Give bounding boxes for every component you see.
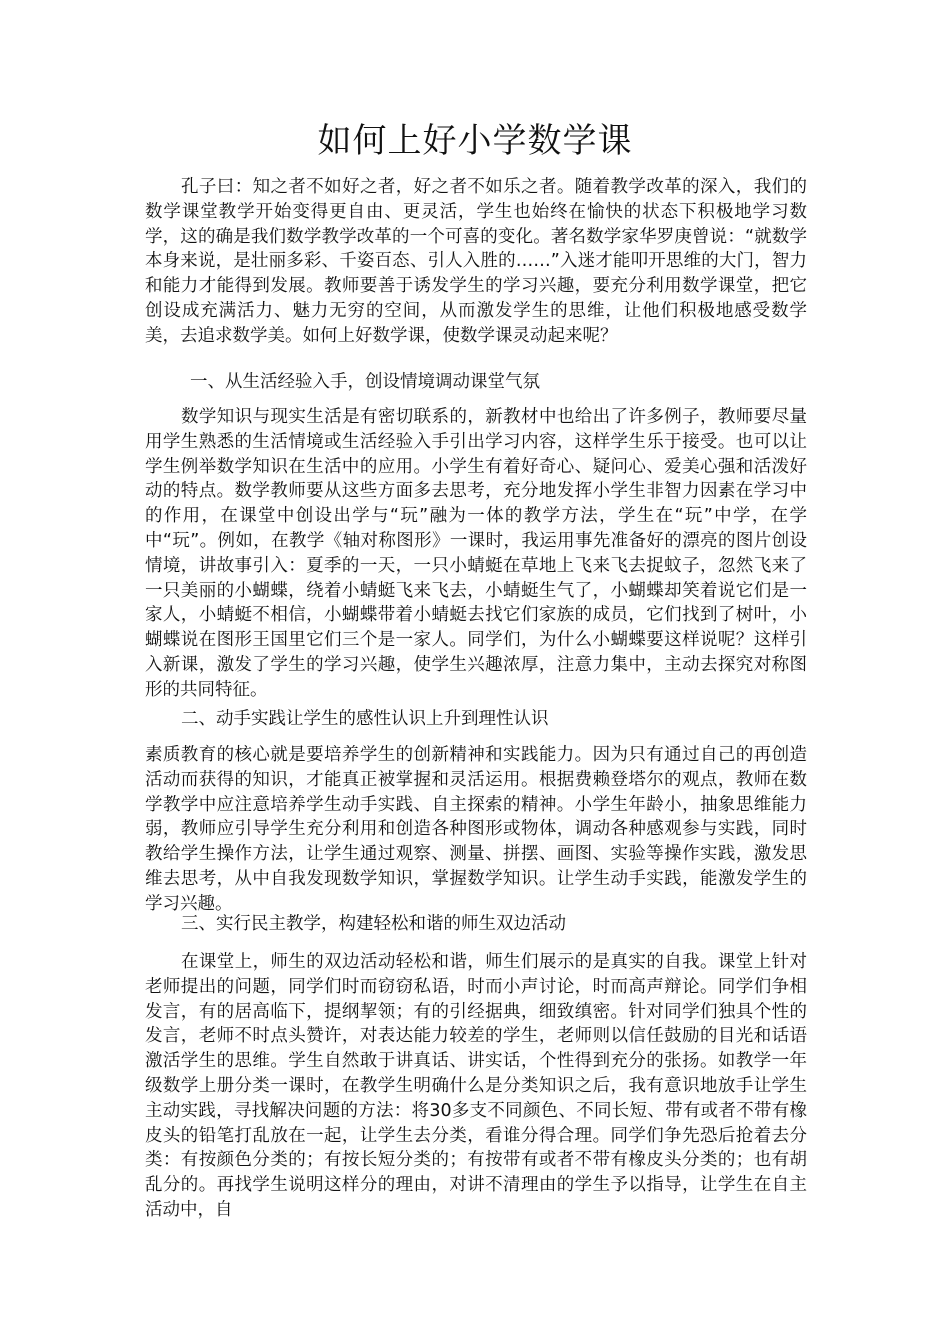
- intro-paragraph: 孔子曰：知之者不如好之者，好之者不如乐之者。随着教学改革的深入，我们的数学课堂教学开始变得更自由、更灵活，学生也始终在愉快的状态下积极地学习数学，这的确是我们数学教学改革的一个可喜的变化。著名数学家华罗庚曾说：“就数学本身来说，是壮丽多彩、千姿百态、引人入胜的……”入迷才能叩开思维的大门，智力和能力才能得到发展。教师要善于诱发学生的学习兴趣，要充分利用数学课堂，把它创设成充满活力、魅力无穷的空间，从而激发学生的思维，让他们积极地感受数学美，去追求数学美。如何上好数学课，使数学课灵动起来呢？: [145, 177, 807, 346]
- section-2-body: 素质教育的核心就是要培养学生的创新精神和实践能力。因为只有通过自己的再创造活动而获得的知识，才能真正被掌握和灵活运用。根据费赖登塔尔的观点，教师在数学教学中应注意培养学生动手实践、自主探索的精神。小学生年龄小，抽象思维能力弱，教师应引导学生充分利用和创造各种图形或物体，调动各种感观参与实践，同时教给学生操作方法，让学生通过观察、测量、拼摆、画图、实验等操作实践，激发思维去思考，从中自我发现数学知识，掌握数学知识。让学生动手实践，能激发学生的学习兴趣。: [145, 745, 807, 914]
- section-1-body: 数学知识与现实生活是有密切联系的，新教材中也给出了许多例子，教师要尽量用学生熟悉的生活情境或生活经验入手引出学习内容，这样学生乐于接受。也可以让学生例举数学知识在生活中的应用。小学生有着好奇心、疑问心、爱美心强和活泼好动的特点。数学教师要从这些方面多去思考，充分地发挥小学生非智力因素在学习中的作用，在课堂中创设出学与“玩”融为一体的教学方法，学生在“玩”中学，在学中“玩”。例如，在教学《轴对称图形》一课时，我运用事先准备好的漂亮的图片创设情境，讲故事引入：夏季的一天，一只小蜻蜓在草地上飞来飞去捉蚊子，忽然飞来了一只美丽的小蝴蝶，绕着小蜻蜓飞来飞去，小蜻蜓生气了，小蝴蝶却笑着说它们是一家人，小蜻蜓不相信，小蝴蝶带着小蜻蜓去找它们家族的成员，它们找到了树叶，小蝴蝶说在图形王国里它们三个是一家人。同学们，为什么小蝴蝶要这样说呢？这样引入新课，激发了学生的学习兴趣，使学生兴趣浓厚，注意力集中，主动去探究对称图形的共同特征。: [145, 407, 807, 700]
- section-2-heading: 二、动手实践让学生的感性认识上升到理性认识: [181, 709, 549, 729]
- section-1-heading: 一、从生活经验入手，创设情境调动课堂气氛: [190, 372, 540, 392]
- document-title: 如何上好小学数学课: [317, 121, 633, 161]
- section-3-heading: 三、实行民主教学，构建轻松和谐的师生双边活动: [181, 914, 566, 934]
- section-3-body: 在课堂上，师生的双边活动轻松和谐，师生们展示的是真实的自我。课堂上针对老师提出的问题，同学们时而窃窃私语，时而小声讨论，时而高声辩论。同学们争相发言，有的居高临下，提纲挈领；有的引经据典，细致缜密。针对同学们独具个性的发言，老师不时点头赞许，对表达能力较差的学生，老师则以信任鼓励的目光和话语激活学生的思维。学生自然敢于讲真话、讲实话，个性得到充分的张扬。如教学一年级数学上册分类一课时，在教学生明确什么是分类知识之后，我有意识地放手让学生主动实践，寻找解决问题的方法：将30多支不同颜色、不同长短、带有或者不带有橡皮头的铅笔打乱放在一起，让学生去分类，看谁分得合理。同学们争先恐后抢着去分类：有按颜色分类的；有按长短分类的；有按带有或者不带有橡皮头分类的；也有胡乱分的。再找学生说明这样分的理由，对讲不清理由的学生予以指导，让学生在自主活动中，自: [145, 952, 807, 1220]
